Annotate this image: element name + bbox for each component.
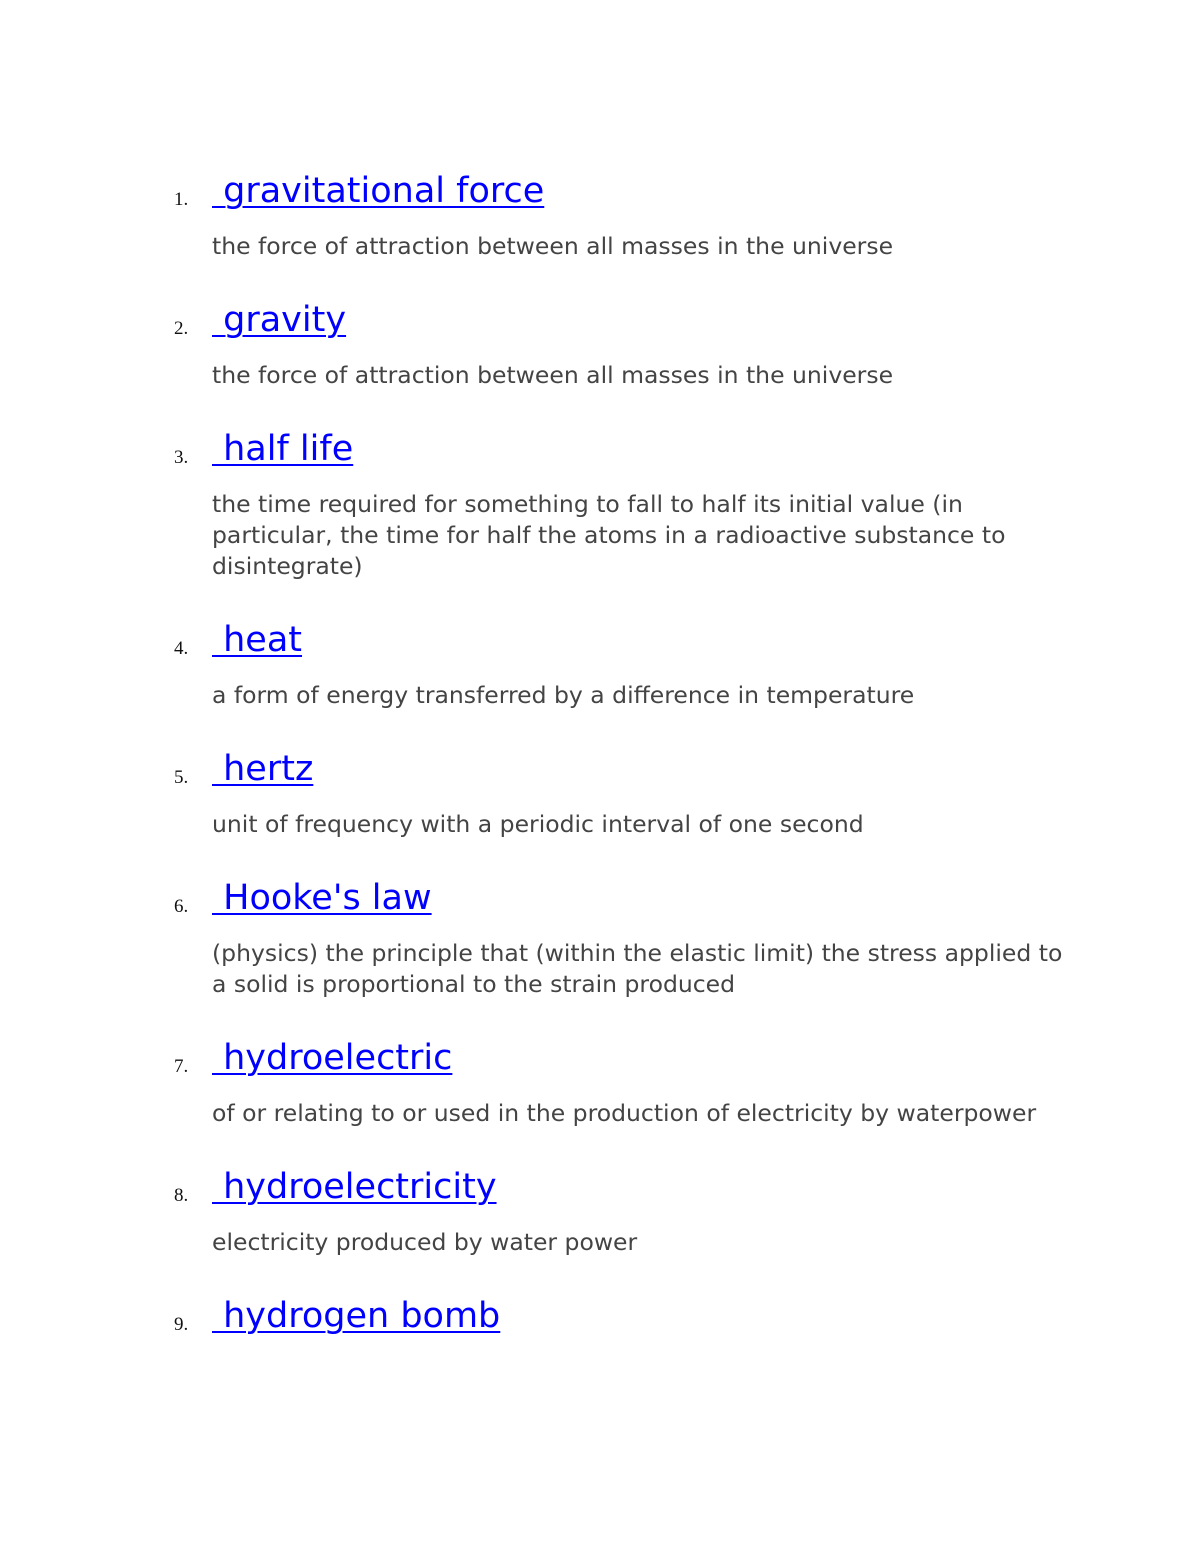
term-definition: of or relating to or used in the production of electricity by waterpower <box>212 1099 1037 1127</box>
item-number: 9. <box>174 1314 189 1335</box>
item-number: 4. <box>174 638 189 659</box>
term-link[interactable]: hydroelectricity <box>212 1167 497 1207</box>
term-link[interactable]: gravitational force <box>212 171 545 211</box>
item-number: 7. <box>174 1056 189 1077</box>
list-item <box>0 1035 1200 1129</box>
term-link[interactable]: gravity <box>212 300 347 340</box>
term-link[interactable]: hydroelectric <box>212 1038 453 1078</box>
list-item <box>0 297 1200 391</box>
list-item <box>0 617 1200 711</box>
term-definition: the force of attraction between all masses in the universe <box>212 361 894 389</box>
term-definition: (physics) the principle that (within the elastic limit) the stress applied to a solid is proportional to the strain produced <box>212 939 1063 998</box>
term-definition: electricity produced by water power <box>212 1228 638 1256</box>
item-number: 1. <box>174 189 189 210</box>
list-item <box>0 168 1200 262</box>
term-link[interactable]: Hooke's law <box>212 878 432 918</box>
list-item <box>0 426 1200 582</box>
term-definition: a form of energy transferred by a difference in temperature <box>212 681 915 709</box>
term-link[interactable]: heat <box>212 620 303 660</box>
term-definition: unit of frequency with a periodic interval of one second <box>212 810 864 838</box>
list-item <box>0 1293 1200 1339</box>
list-item <box>0 1164 1200 1258</box>
term-link[interactable]: hydrogen bomb <box>212 1296 501 1336</box>
item-number: 6. <box>174 896 189 917</box>
term-link[interactable]: hertz <box>212 749 314 789</box>
list-item <box>0 746 1200 840</box>
item-number: 8. <box>174 1185 189 1206</box>
term-definition: the force of attraction between all masses in the universe <box>212 232 894 260</box>
item-number: 2. <box>174 318 189 339</box>
item-number: 5. <box>174 767 189 788</box>
term-definition: the time required for something to fall to half its initial value (in particular, the time for half the atoms in a radioactive substance to disintegrate) <box>212 490 1006 580</box>
item-number: 3. <box>174 447 189 468</box>
glossary-list <box>0 168 1200 1339</box>
list-item <box>0 875 1200 1000</box>
term-link[interactable]: half life <box>212 429 354 469</box>
